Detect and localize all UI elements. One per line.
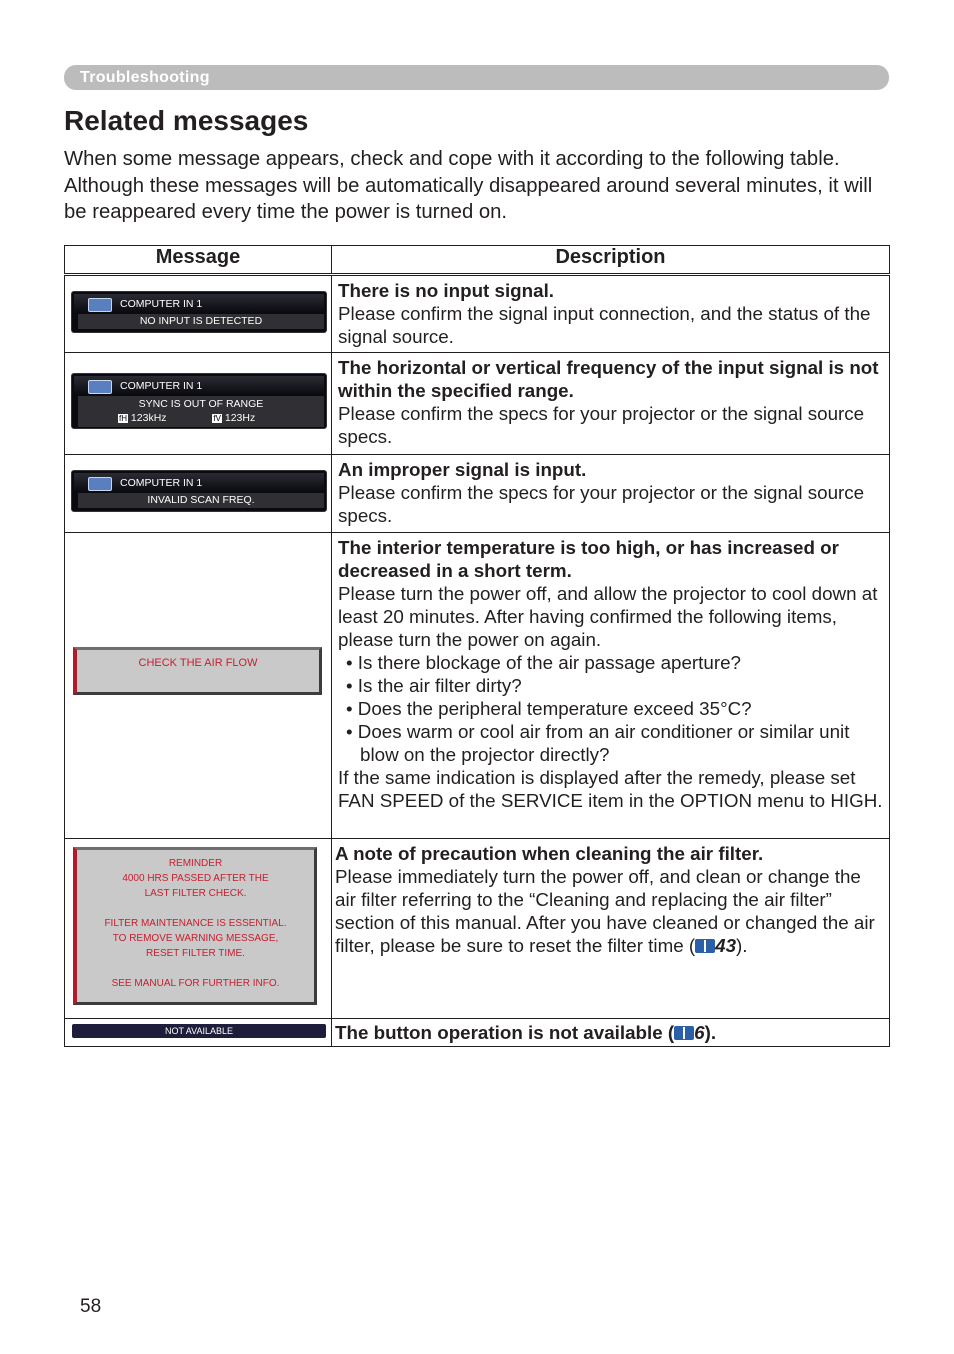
description-cell: A note of precaution when cleaning the air filter. Please immediately turn the power off, and clean or change the air filter referring to the “Cleaning and replacing the air filter” section of this manual. After you have cleaned or changed the air filter, please be sure to reset the filter time ( 43). bbox=[332, 839, 890, 1019]
table-row bbox=[65, 533, 890, 839]
table-row bbox=[65, 455, 890, 533]
message-column-header: Message bbox=[65, 246, 332, 275]
message-cell bbox=[65, 1019, 332, 1047]
osd-no-input: COMPUTER IN 1 NO INPUT IS DETECTED bbox=[71, 291, 327, 333]
section-header-bar bbox=[64, 65, 889, 90]
list-item: • Is the air filter dirty? bbox=[346, 675, 522, 696]
table-row bbox=[65, 1019, 890, 1047]
intro-paragraph: When some message appears, check and cope with it according to the following table. Although these messages will be automatically disappeared around several minutes, it will be reappeared every time the power is turned on. bbox=[64, 148, 873, 223]
manual-book-icon bbox=[695, 939, 715, 953]
message-cell bbox=[65, 533, 332, 839]
list-item: • Does the peripheral temperature exceed 35°C? bbox=[346, 698, 752, 719]
osd-invalid-scan: COMPUTER IN 1 INVALID SCAN FREQ. bbox=[71, 470, 327, 512]
table-row bbox=[65, 275, 890, 353]
fh-icon: fH bbox=[119, 414, 127, 423]
description-column-header: Description bbox=[332, 246, 890, 275]
table-row bbox=[65, 353, 890, 455]
list-item: • Does warm or cool air from an air conditioner or similar unit blow on the projector directly? bbox=[346, 721, 850, 765]
osd-filter-reminder: REMINDER 4000 HRS PASSED AFTER THE LAST FILTER CHECK. FILTER MAINTENANCE IS ESSENTIAL. TO REMOVE WARNING MESSAGE, RESET FILTER TIME. SEE MANUAL FOR FURTHER INFO. bbox=[73, 847, 317, 1005]
message-cell bbox=[65, 839, 332, 1019]
manual-book-icon bbox=[674, 1026, 694, 1040]
table-row bbox=[65, 839, 890, 1019]
section-label: Troubleshooting bbox=[80, 69, 210, 86]
checklist bbox=[338, 651, 883, 766]
message-cell bbox=[65, 353, 332, 455]
message-cell bbox=[65, 455, 332, 533]
osd-sync-out-of-range: COMPUTER IN 1 SYNC IS OUT OF RANGE fH 123kHz fV 123Hz bbox=[71, 373, 327, 429]
description-cell: An improper signal is input. Please confirm the specs for your projector or the signal source specs. bbox=[332, 455, 890, 533]
list-item: • Is there blockage of the air passage aperture? bbox=[346, 652, 741, 673]
description-cell: There is no input signal. Please confirm the signal input connection, and the status of the signal source. bbox=[332, 275, 890, 353]
osd-check-air-flow: CHECK THE AIR FLOW bbox=[73, 647, 322, 695]
computer-input-icon bbox=[88, 298, 112, 312]
computer-input-icon bbox=[88, 380, 112, 394]
message-cell bbox=[65, 275, 332, 353]
page-title: Related messages bbox=[64, 105, 309, 136]
page-number: 58 bbox=[80, 1296, 102, 1317]
messages-table bbox=[64, 245, 890, 1047]
description-cell: The interior temperature is too high, or has increased or decreased in a short term. Please turn the power off, and allow the projector to cool down at least 20 minutes. After having confirmed the following items, please turn the power on again. • Is there blockage of the air passage aperture? • Is the air filter dirty? • Does the peripheral temperature exceed 35°C? • Does warm or cool air from an air conditioner or similar unit blow on the projector directly? If the same indication is displayed after the remedy, please set FAN SPEED of the SERVICE item in the OPTION menu to HIGH. bbox=[332, 533, 890, 839]
fv-icon: fV bbox=[213, 414, 221, 423]
osd-not-available: NOT AVAILABLE bbox=[72, 1024, 326, 1038]
table-header-row bbox=[65, 246, 890, 275]
description-cell: The horizontal or vertical frequency of the input signal is not within the specified range. Please confirm the specs for your projector or the signal source specs. bbox=[332, 353, 890, 455]
description-cell: The button operation is not available ( 6). bbox=[332, 1019, 890, 1047]
computer-input-icon bbox=[88, 477, 112, 491]
